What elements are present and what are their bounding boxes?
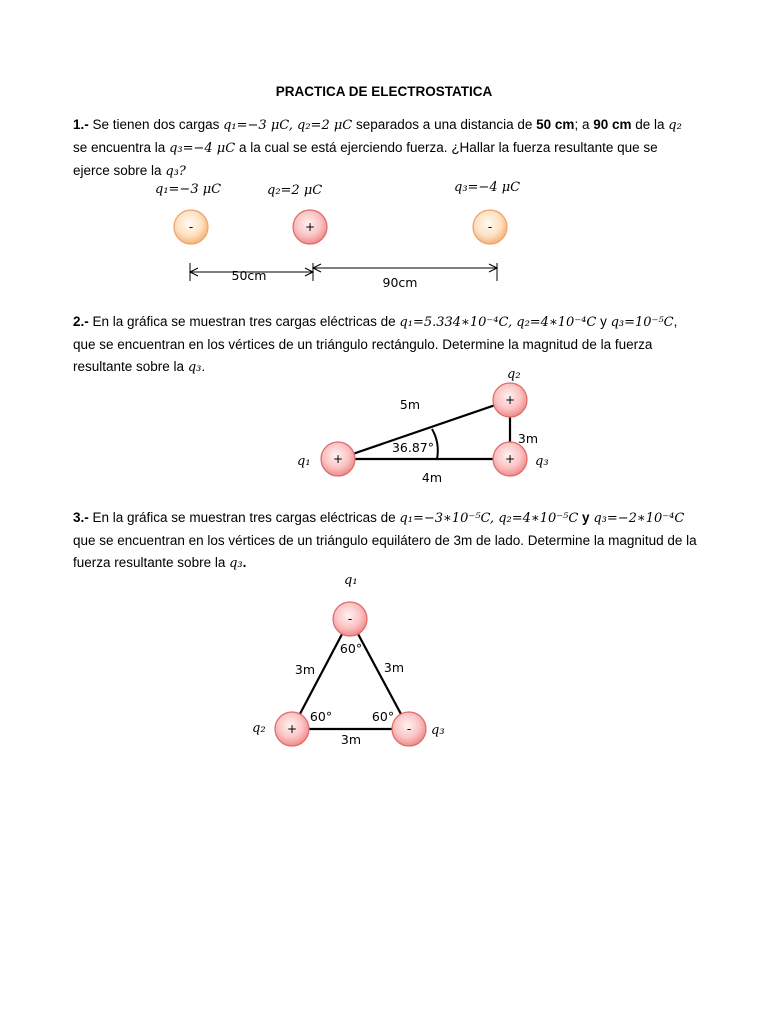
p1-distance-1: 50 cm [536,117,575,132]
p1-text-c: ; a [574,117,594,132]
p1-text-d: de la [631,117,669,132]
problem-3-number: 3.- [73,510,89,525]
p1-q2-ref: q₂ [668,118,682,133]
fig3-right-side-label: 3m [383,660,405,675]
p1-q3-value: q₃=−4 μC [169,141,236,156]
problem-1-text [73,114,698,183]
fig2-hypotenuse-label: 5m [399,397,421,412]
fig2-angle-label: 36.87° [391,440,435,455]
p2-q3-ref: q₃ [187,360,202,375]
fig2-q3-label: q₃ [535,454,549,469]
p3-q3-ref: q₃ [229,556,243,571]
p3-charges-12: q₁=−3∗10⁻⁵C, q₂=4∗10⁻⁵C [399,511,579,526]
fig3-q2-label: q₂ [252,721,266,736]
problem-1-number: 1.- [73,117,89,132]
p1-text-a: Se tienen dos cargas [88,117,224,132]
fig2-q1-label: q₁ [297,454,311,469]
p1-text-e: se encuentra la [73,140,170,155]
fig1-distance-90: 90cm [382,275,418,290]
fig2-vertical-label: 3m [517,431,539,446]
figure-1-linear-charges [0,175,768,295]
fig1-q1-sign: - [188,220,194,234]
fig3-q1-label: q₁ [344,573,358,588]
fig3-q1-sign: - [347,612,353,626]
fig1-q2-sign: + [304,220,316,234]
fig1-q3-sign: - [487,220,493,234]
fig1-q2-label: q₂=2 μC [267,183,323,198]
p1-q3-question: q₃? [165,164,186,179]
figure-3-equilateral-triangle [0,570,768,750]
fig3-angle-top: 60° [339,641,363,656]
fig3-left-side-label: 3m [294,662,316,677]
p2-charge-3: q₃=10⁻⁵C [610,315,674,330]
fig2-q2-label: q₂ [507,367,521,382]
fig1-q1-label: q₁=−3 μC [155,182,222,197]
p3-charge-3: q₃=−2∗10⁻⁴C [593,511,685,526]
problem-2-number: 2.- [73,314,89,329]
fig2-q1-sign: + [332,452,344,466]
fig3-q2-sign: + [286,722,298,736]
fig3-q3-label: q₃ [431,723,445,738]
fig3-base-label: 3m [340,732,362,747]
p2-text-b: y [596,314,611,329]
page-title: PRACTICA DE ELECTROSTATICA [275,84,493,99]
fig3-angle-left: 60° [309,709,333,724]
fig2-q3-sign: + [504,452,516,466]
p3-text-d: . [242,555,247,570]
p3-text-a: En la gráfica se muestran tres cargas eléctricas de [88,510,400,525]
figure-2-right-triangle [0,365,768,495]
p2-charges-12: q₁=5.334∗10⁻⁴C, q₂=4∗10⁻⁴C [399,315,597,330]
p1-text-f: a la cual se está ejerciendo fuerza. ¿Hallar la fuerza resultante que se ejerce sobre la [73,140,658,178]
p2-text-c: , que se encuentran en los vértices de un triángulo rectángulo. Determine la magnitud de la fuerza resultante sobre la [73,314,678,374]
p2-text-d: . [201,359,206,374]
p2-text-a: En la gráfica se muestran tres cargas eléctricas de [88,314,400,329]
fig1-q3-label: q₃=−4 μC [454,180,521,195]
fig3-q3-sign: - [406,722,412,736]
p3-text-b: y [578,510,594,525]
p1-distance-2: 90 cm [593,117,632,132]
fig1-distance-50: 50cm [231,268,267,283]
p1-text-b: separados a una distancia de [352,117,537,132]
fig2-q2-sign: + [504,393,516,407]
p3-text-c: que se encuentran en los vértices de un triángulo equilátero de 3m de lado. Determine la magnitud de la fuerza resultante sobre la [73,533,697,570]
fig3-angle-right: 60° [371,709,395,724]
problem-3-text [73,507,698,575]
fig2-base-label: 4m [421,470,443,485]
p1-charges: q₁=−3 μC, q₂=2 μC [223,118,353,133]
